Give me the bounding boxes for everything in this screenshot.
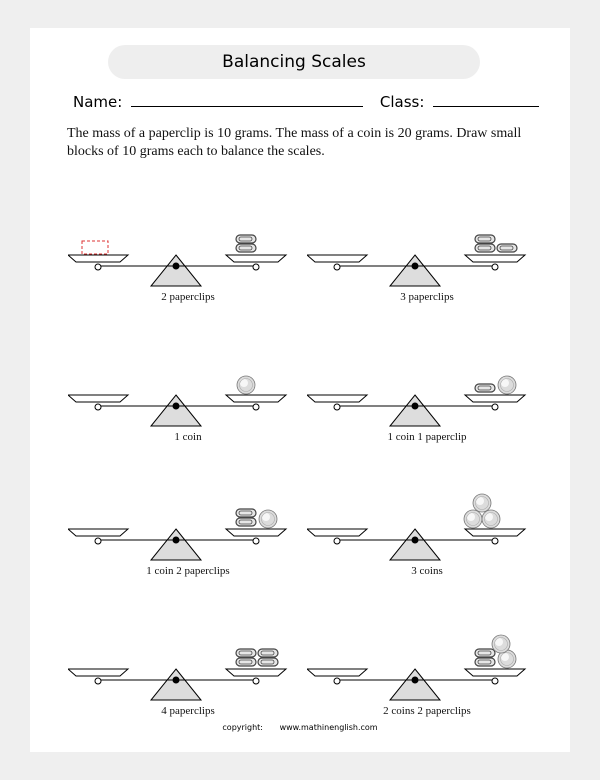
- paperclip-icon: [475, 658, 495, 666]
- left-pan-hook: [334, 678, 340, 684]
- right-pan: [465, 255, 525, 262]
- scale-8: [307, 612, 547, 727]
- scale-caption: 4 paperclips: [161, 705, 215, 717]
- right-pan-hook: [253, 538, 259, 544]
- left-pan-hook: [95, 538, 101, 544]
- balance-scale-drawing: [307, 612, 547, 704]
- fulcrum-triangle: [390, 669, 440, 700]
- paperclip-icon: [497, 244, 517, 252]
- scale-7: [68, 612, 308, 727]
- left-pan-hook: [334, 404, 340, 410]
- paperclip-icon: [475, 235, 495, 243]
- name-class-row: [73, 92, 539, 111]
- left-pan: [307, 255, 367, 262]
- paperclip-icon: [475, 384, 495, 392]
- footer: [30, 723, 570, 732]
- copyright-label: copyright:: [222, 723, 264, 732]
- scale-3: [68, 338, 308, 453]
- right-pan: [226, 255, 286, 262]
- coin-icon: [259, 510, 277, 528]
- right-pan-hook: [253, 678, 259, 684]
- left-pan: [307, 395, 367, 402]
- balance-scale-drawing: [68, 472, 308, 564]
- scale-caption: 1 coin: [174, 431, 202, 443]
- pivot-dot: [412, 403, 419, 410]
- paperclip-icon: [258, 658, 278, 666]
- coin-icon: [473, 494, 491, 512]
- right-pan-hook: [492, 264, 498, 270]
- scale-caption: 2 coins 2 paperclips: [383, 705, 471, 717]
- paperclip-icon: [236, 649, 256, 657]
- pivot-dot: [173, 537, 180, 544]
- class-label: Class:: [379, 93, 425, 111]
- left-pan: [68, 529, 128, 536]
- right-pan: [226, 669, 286, 676]
- scale-caption: 3 paperclips: [400, 291, 454, 303]
- paperclip-icon: [475, 244, 495, 252]
- scale-caption: 3 coins: [411, 565, 443, 577]
- scale-4: [307, 338, 547, 453]
- fulcrum-triangle: [390, 255, 440, 286]
- left-pan-hook: [95, 404, 101, 410]
- coin-icon: [498, 376, 516, 394]
- right-pan-hook: [492, 538, 498, 544]
- pivot-dot: [412, 263, 419, 270]
- right-pan: [226, 529, 286, 536]
- copyright-url: www.mathinenglish.com: [279, 723, 378, 732]
- coin-icon: [237, 376, 255, 394]
- coin-icon: [482, 510, 500, 528]
- name-label: Name:: [73, 93, 123, 111]
- pivot-dot: [173, 677, 180, 684]
- left-pan-hook: [334, 264, 340, 270]
- paperclip-icon: [258, 649, 278, 657]
- balance-scale-drawing: [68, 612, 308, 704]
- fulcrum-triangle: [390, 395, 440, 426]
- balance-scale-drawing: [68, 338, 308, 430]
- right-pan-hook: [492, 678, 498, 684]
- worksheet: [30, 28, 570, 752]
- balance-scale-drawing: [68, 198, 308, 290]
- example-block: [82, 241, 108, 254]
- pivot-dot: [173, 263, 180, 270]
- right-pan-hook: [492, 404, 498, 410]
- paperclip-icon: [236, 518, 256, 526]
- instructions: The mass of a paperclip is 10 grams. The mass of a coin is 20 grams. Draw small blocks of 10 grams each to balance the scales.: [67, 126, 522, 159]
- scale-1: [68, 198, 308, 313]
- left-pan-hook: [95, 678, 101, 684]
- name-field[interactable]: [131, 92, 363, 107]
- right-pan-hook: [253, 264, 259, 270]
- fulcrum-triangle: [151, 255, 201, 286]
- fulcrum-triangle: [390, 529, 440, 560]
- left-pan-hook: [95, 264, 101, 270]
- paperclip-icon: [475, 649, 495, 657]
- left-pan: [68, 669, 128, 676]
- pivot-dot: [412, 537, 419, 544]
- class-field[interactable]: [433, 92, 539, 107]
- scale-caption: 1 coin 2 paperclips: [146, 565, 230, 577]
- left-pan: [307, 669, 367, 676]
- pivot-dot: [173, 403, 180, 410]
- scale-caption: 2 paperclips: [161, 291, 215, 303]
- right-pan: [465, 395, 525, 402]
- left-pan: [307, 529, 367, 536]
- scale-2: [307, 198, 547, 313]
- coin-icon: [492, 635, 510, 653]
- scale-6: [307, 472, 547, 587]
- left-pan: [68, 255, 128, 262]
- fulcrum-triangle: [151, 395, 201, 426]
- page-title: Balancing Scales: [108, 45, 480, 79]
- balance-scale-drawing: [307, 338, 547, 430]
- pivot-dot: [412, 677, 419, 684]
- paperclip-icon: [236, 658, 256, 666]
- left-pan-hook: [334, 538, 340, 544]
- coin-icon: [464, 510, 482, 528]
- right-pan: [226, 395, 286, 402]
- right-pan: [465, 529, 525, 536]
- scale-5: [68, 472, 308, 587]
- balance-scale-drawing: [307, 198, 547, 290]
- right-pan-hook: [253, 404, 259, 410]
- fulcrum-triangle: [151, 669, 201, 700]
- right-pan: [465, 669, 525, 676]
- scale-caption: 1 coin 1 paperclip: [387, 431, 467, 443]
- fulcrum-triangle: [151, 529, 201, 560]
- paperclip-icon: [236, 509, 256, 517]
- paperclip-icon: [236, 244, 256, 252]
- balance-scale-drawing: [307, 472, 547, 564]
- left-pan: [68, 395, 128, 402]
- paperclip-icon: [236, 235, 256, 243]
